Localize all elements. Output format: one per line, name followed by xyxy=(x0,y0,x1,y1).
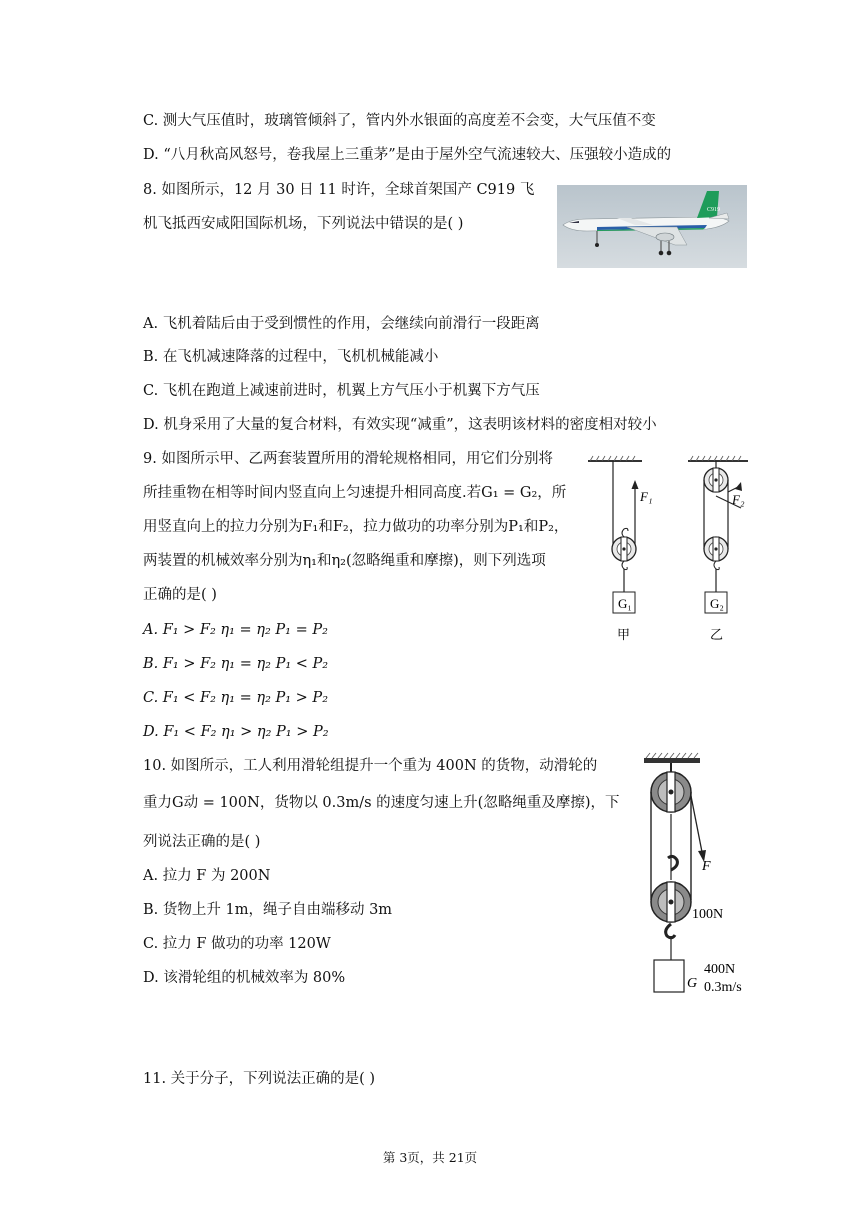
f1-label: F₁ xyxy=(640,489,653,504)
f2-label: F₂ xyxy=(732,492,745,507)
q8-option-b: B. 在飞机减速降落的过程中，飞机机械能减小 xyxy=(143,349,439,365)
q9-stem-line4: 两装置的机械效率分别为η₁和η₂(忽略绳重和摩擦)，则下列选项 xyxy=(143,553,546,569)
q10-g-label: G xyxy=(687,976,698,991)
q9-option-d: D. F₁ < F₂ η₁ > η₂ P₁ > P₂ xyxy=(143,724,329,740)
q7-option-c: C. 测大气压值时，玻璃管倾斜了，管内外水银面的高度差不会变，大气压值不变 xyxy=(143,113,656,129)
q9-pulley-figure xyxy=(580,452,780,647)
airplane-photo xyxy=(557,185,747,268)
q9-stem-line1: 9. 如图所示甲、乙两套装置所用的滑轮规格相同，用它们分别将 xyxy=(143,451,553,467)
q10-stem-line1: 10. 如图所示，工人利用滑轮组提升一个重为 400N 的货物，动滑轮的 xyxy=(143,758,598,774)
q10-load-speed: 0.3m/s xyxy=(704,980,742,995)
q10-option-b: B. 货物上升 1m，绳子自由端移动 3m xyxy=(143,902,393,918)
q9-stem-line2: 所挂重物在相等时间内竖直向上匀速提升相同高度.若G₁ = G₂，所 xyxy=(143,485,567,501)
label-yi: 乙 xyxy=(710,627,724,642)
q9-stem-line5: 正确的是( ) xyxy=(143,587,217,603)
q9-option-b: B. F₁ > F₂ η₁ = η₂ P₁ < P₂ xyxy=(143,656,329,672)
q9-option-a: A. F₁ > F₂ η₁ = η₂ P₁ = P₂ xyxy=(143,622,328,638)
q8-option-c: C. 飞机在跑道上减速前进时，机翼上方气压小于机翼下方气压 xyxy=(143,383,540,399)
q10-option-d: D. 该滑轮组的机械效率为 80% xyxy=(143,970,346,986)
g2-label: G₂ xyxy=(710,596,724,611)
label-jia: 甲 xyxy=(617,627,631,642)
q9-stem-line3: 用竖直向上的拉力分别为F₁和F₂，拉力做功的功率分别为P₁和P₂， xyxy=(143,519,569,535)
q10-option-c: C. 拉力 F 做功的功率 120W xyxy=(143,936,331,952)
q7-option-d: D. “八月秋高风怒号，卷我屋上三重茅”是由于屋外空气流速较大、压强较小造成的 xyxy=(143,147,672,163)
plane-tail-text: C919 xyxy=(707,207,721,213)
q10-pulley-figure xyxy=(640,752,765,1000)
q8-stem-line2: 机飞抵西安咸阳国际机场，下列说法中错误的是( ) xyxy=(143,216,464,232)
q9-option-c: C. F₁ < F₂ η₁ = η₂ P₁ > P₂ xyxy=(143,690,329,706)
q10-option-a: A. 拉力 F 为 200N xyxy=(143,868,271,884)
q10-stem-line3: 列说法正确的是( ) xyxy=(143,834,261,850)
q10-pulley-weight: 100N xyxy=(692,907,724,922)
q11-stem: 11. 关于分子，下列说法正确的是( ) xyxy=(143,1071,376,1087)
q10-f-label: F xyxy=(702,859,711,874)
g1-label: G₁ xyxy=(618,596,632,611)
q8-stem-line1: 8. 如图所示，12 月 30 日 11 时许，全球首架国产 C919 飞 xyxy=(143,182,535,198)
page-footer: 第 3页，共 21页 xyxy=(382,1150,478,1165)
q8-option-d: D. 机身采用了大量的复合材料，有效实现“减重”，这表明该材料的密度相对较小 xyxy=(143,417,657,433)
q10-load-weight: 400N xyxy=(704,962,736,977)
q10-stem-line2: 重力G动 = 100N，货物以 0.3m/s 的速度匀速上升(忽略绳重及摩擦)，下 xyxy=(143,795,620,811)
q8-option-a: A. 飞机着陆后由于受到惯性的作用，会继续向前滑行一段距离 xyxy=(143,316,540,332)
